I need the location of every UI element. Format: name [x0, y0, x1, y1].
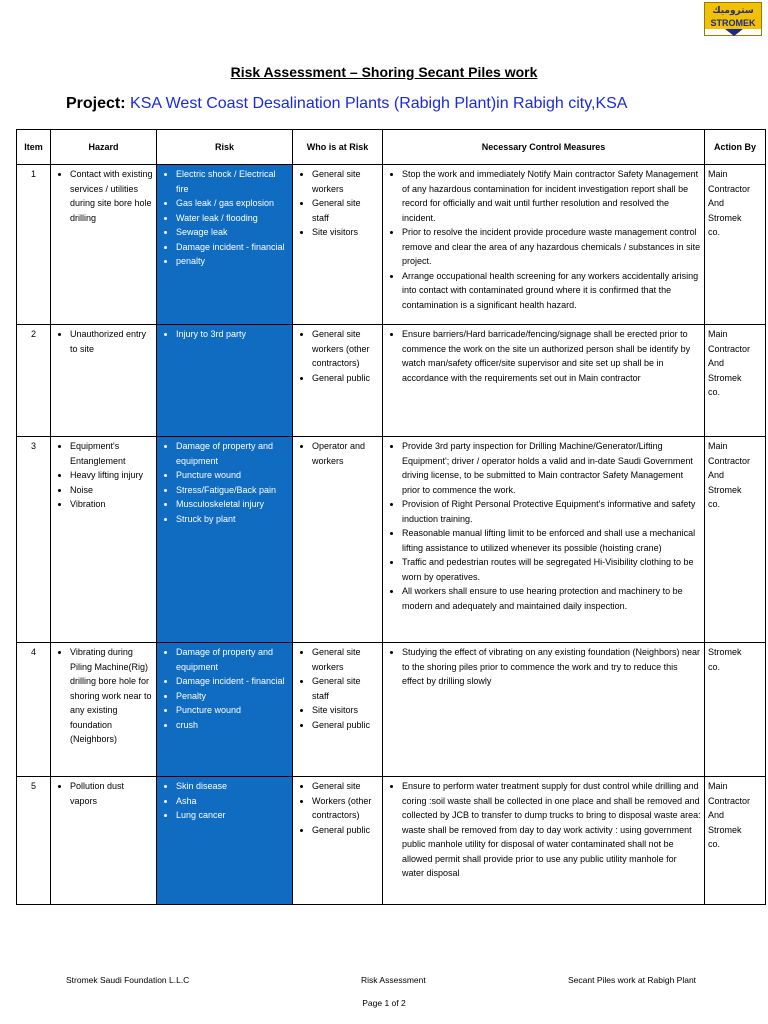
risk-cell	[157, 777, 293, 905]
risk-list	[160, 779, 289, 823]
who-at-risk-cell	[293, 325, 383, 437]
hazard-item: • Equipment's Entanglement	[70, 439, 153, 468]
table-header-row	[17, 130, 766, 165]
risk-item: • Damage of property and equipment	[176, 645, 289, 674]
who-at-risk-item: • General public	[312, 371, 379, 386]
control-measure-item: • Provide 3rd party inspection for Drilling Machine/Generator/Lifting Equipment'; driver / operator holds a valid and in-date Saudi Government driving license, to be submitted to Main contractor Safety Management prior to commence the work.	[402, 439, 701, 497]
hazard-cell	[51, 777, 157, 905]
control-measure-item: • Prior to resolve the incident provide procedure waste management control remove and clear the area of any hazardous chemicals / substances in site project.	[402, 225, 701, 269]
action-by-line: co.	[708, 661, 721, 672]
risk-assessment-table	[16, 129, 766, 905]
action-by-cell	[705, 325, 766, 437]
hazard-item: • Noise	[70, 483, 153, 498]
action-by-line: Main	[708, 169, 728, 179]
risk-item: • Injury to 3rd party	[176, 327, 289, 342]
who-at-risk-list	[296, 439, 379, 468]
risk-item: • Damage of property and equipment	[176, 439, 289, 468]
action-by-line: And	[708, 358, 725, 368]
action-by-line: Stromek	[708, 647, 742, 657]
action-by-line: And	[708, 810, 725, 820]
risk-item: • Stress/Fatigue/Back pain	[176, 483, 289, 498]
control-measure-list	[386, 327, 701, 385]
risk-item: • Water leak / flooding	[176, 211, 289, 226]
document-title: Risk Assessment – Shoring Secant Piles work	[230, 64, 538, 80]
header-hazard: Hazard	[51, 130, 157, 165]
logo-arabic-text: ستروميك	[705, 3, 761, 17]
control-measures-cell	[383, 777, 705, 905]
hazard-list	[54, 327, 153, 356]
table-row	[17, 643, 766, 777]
hazard-list	[54, 645, 153, 747]
header-item: Item	[17, 130, 51, 165]
risk-item: • Damage incident - financial	[176, 240, 289, 255]
hazard-item: • Pollution dust vapors	[70, 779, 153, 808]
footer-work: Secant Piles work at Rabigh Plant	[568, 975, 697, 985]
action-by-line: co.	[708, 839, 721, 849]
control-measures-cell	[383, 643, 705, 777]
footer-company: Stromek Saudi Foundation L.L.C	[66, 975, 190, 985]
control-measures-cell	[383, 437, 705, 643]
risk-item: • Asha	[176, 794, 289, 809]
who-at-risk-list	[296, 645, 379, 732]
who-at-risk-item: • Site visitors	[312, 703, 379, 718]
who-at-risk-item: • Operator and workers	[312, 439, 379, 468]
who-at-risk-list	[296, 779, 379, 837]
stromek-logo	[704, 2, 762, 36]
hazard-item: • Heavy lifting injury	[70, 468, 153, 483]
action-by-line: And	[708, 470, 725, 480]
header-risk: Risk	[157, 130, 293, 165]
who-at-risk-item: • General public	[312, 823, 379, 838]
risk-cell	[157, 165, 293, 325]
hazard-item: • Vibrating during Piling Machine(Rig) drilling bore hole for shoring work near to any existing foundation (Neighbors)	[70, 645, 153, 747]
action-by-cell	[705, 165, 766, 325]
table-row	[17, 777, 766, 905]
action-by-line: Contractor	[708, 455, 751, 466]
hazard-cell	[51, 165, 157, 325]
action-by-line: Stromek	[708, 212, 742, 223]
who-at-risk-cell	[293, 643, 383, 777]
action-by-line: co.	[708, 499, 721, 509]
control-measure-item: • Traffic and pedestrian routes will be segregated Hi-Visibility clothing to be worn by operatives.	[402, 555, 701, 584]
footer-doc-type: Risk Assessment	[361, 975, 426, 985]
action-by-line: co.	[708, 227, 721, 237]
hazard-list	[54, 779, 153, 808]
action-by-line: Stromek	[708, 824, 742, 835]
who-at-risk-item: • General site workers (other contractors)	[312, 327, 379, 371]
action-by-cell	[705, 437, 766, 643]
item-number-cell: 3	[17, 437, 51, 643]
table-row	[17, 437, 766, 643]
control-measure-item: • Studying the effect of vibrating on any existing foundation (Neighbors) near to the shoring piles prior to commence the work and try to reduce this effect by drilling slowly	[402, 645, 701, 689]
header-control-measures: Necessary Control Measures	[383, 130, 705, 165]
risk-item: • Sewage leak	[176, 225, 289, 240]
project-label: Project:	[66, 95, 126, 112]
who-at-risk-cell	[293, 437, 383, 643]
control-measure-item: • Arrange occupational health screening for any workers accidentally arising into contact with contaminated ground where it is confirmed that the contamination is a significant health hazard.	[402, 269, 701, 313]
who-at-risk-item: • General site	[312, 779, 379, 794]
risk-item: • Struck by plant	[176, 512, 289, 527]
table-body	[17, 165, 766, 905]
action-by-line: Stromek	[708, 372, 742, 383]
action-by-line: Contractor	[708, 183, 751, 194]
who-at-risk-list	[296, 167, 379, 240]
project-line	[66, 95, 627, 113]
risk-item: • Puncture wound	[176, 468, 289, 483]
risk-item: • Electric shock / Electrical fire	[176, 167, 289, 196]
risk-list	[160, 645, 289, 732]
who-at-risk-item: • General site staff	[312, 674, 379, 703]
control-measure-item: • Ensure to perform water treatment supply for dust control while drilling and coring :soil waste shall be collected in one place and shall be removed and collected by JCB to transfer to dump trucks to bring to disposal waste area: waste shall be removed from day to day work activity : using government public manhole utility for disposal of water contaminated shall not be allowed permit shall provide prior to use any public utility manhole for water disposal	[402, 779, 701, 881]
who-at-risk-item: • General public	[312, 718, 379, 733]
logo-name: STROMEK	[705, 17, 761, 29]
hazard-item: • Vibration	[70, 497, 153, 512]
table-row	[17, 325, 766, 437]
hazard-cell	[51, 325, 157, 437]
header-action-by: Action By	[705, 130, 766, 165]
control-measure-item: • Reasonable manual lifting limit to be enforced and shall use a mechanical lifting assistance to utilized whenever its possible (hoisting crane)	[402, 526, 701, 555]
action-by-line: Main	[708, 781, 728, 791]
risk-item: • Penalty	[176, 689, 289, 704]
action-by-line: Contractor	[708, 343, 751, 354]
who-at-risk-item: • Workers (other contractors)	[312, 794, 379, 823]
risk-cell	[157, 643, 293, 777]
who-at-risk-item: • General site staff	[312, 196, 379, 225]
risk-item: • Puncture wound	[176, 703, 289, 718]
risk-list	[160, 167, 289, 269]
risk-item: • Lung cancer	[176, 808, 289, 823]
risk-item: • Damage incident - financial	[176, 674, 289, 689]
action-by-cell	[705, 643, 766, 777]
risk-item: • penalty	[176, 254, 289, 269]
risk-item: • Skin disease	[176, 779, 289, 794]
control-measure-item: • Stop the work and immediately Notify Main contractor Safety Management of any hazardous contamination for incident investigation report shall be record for officially and wait until further resolution and resolved the incident.	[402, 167, 701, 225]
item-number-cell: 2	[17, 325, 51, 437]
item-number-cell: 5	[17, 777, 51, 905]
who-at-risk-list	[296, 327, 379, 385]
hazard-cell	[51, 437, 157, 643]
control-measure-list	[386, 645, 701, 689]
control-measure-item: • All workers shall ensure to use hearing protection and machinery to be modern and adequately and maintained daily inspection.	[402, 584, 701, 613]
table-row	[17, 165, 766, 325]
risk-item: • crush	[176, 718, 289, 733]
control-measure-item: • Provision of Right Personal Protective Equipment's informative and safety induction training.	[402, 497, 701, 526]
who-at-risk-item: • General site workers	[312, 645, 379, 674]
control-measures-cell	[383, 165, 705, 325]
risk-list	[160, 327, 289, 342]
control-measure-list	[386, 439, 701, 613]
page-number: Page 1 of 2	[362, 998, 406, 1008]
action-by-line: Contractor	[708, 795, 751, 806]
control-measures-cell	[383, 325, 705, 437]
action-by-line: And	[708, 198, 725, 208]
risk-list	[160, 439, 289, 526]
who-at-risk-item: • Site visitors	[312, 225, 379, 240]
action-by-line: Main	[708, 441, 728, 451]
control-measure-list	[386, 167, 701, 312]
action-by-line: Stromek	[708, 484, 742, 495]
action-by-line: Main	[708, 329, 728, 339]
action-by-cell	[705, 777, 766, 905]
hazard-list	[54, 167, 153, 225]
item-number-cell: 1	[17, 165, 51, 325]
item-number-cell: 4	[17, 643, 51, 777]
risk-cell	[157, 325, 293, 437]
logo-arrow-icon	[725, 29, 743, 36]
risk-item: • Gas leak / gas explosion	[176, 196, 289, 211]
hazard-item: • Contact with existing services / utilities during site bore hole drilling	[70, 167, 153, 225]
header-who-at-risk: Who is at Risk	[293, 130, 383, 165]
who-at-risk-item: • General site workers	[312, 167, 379, 196]
control-measure-list	[386, 779, 701, 881]
hazard-list	[54, 439, 153, 512]
control-measure-item: • Ensure barriers/Hard barricade/fencing/signage shall be erected prior to commence the work on the site un authorized person shall be identify by watch man/safety officer/site supervisor and site set up shall be in accordance with the requirements set out in Main contractor	[402, 327, 701, 385]
who-at-risk-cell	[293, 777, 383, 905]
hazard-item: • Unauthorized entry to site	[70, 327, 153, 356]
risk-item: • Musculoskeletal injury	[176, 497, 289, 512]
hazard-cell	[51, 643, 157, 777]
who-at-risk-cell	[293, 165, 383, 325]
risk-cell	[157, 437, 293, 643]
project-value: KSA West Coast Desalination Plants (Rabigh Plant)in Rabigh city,KSA	[130, 95, 628, 112]
action-by-line: co.	[708, 387, 721, 397]
